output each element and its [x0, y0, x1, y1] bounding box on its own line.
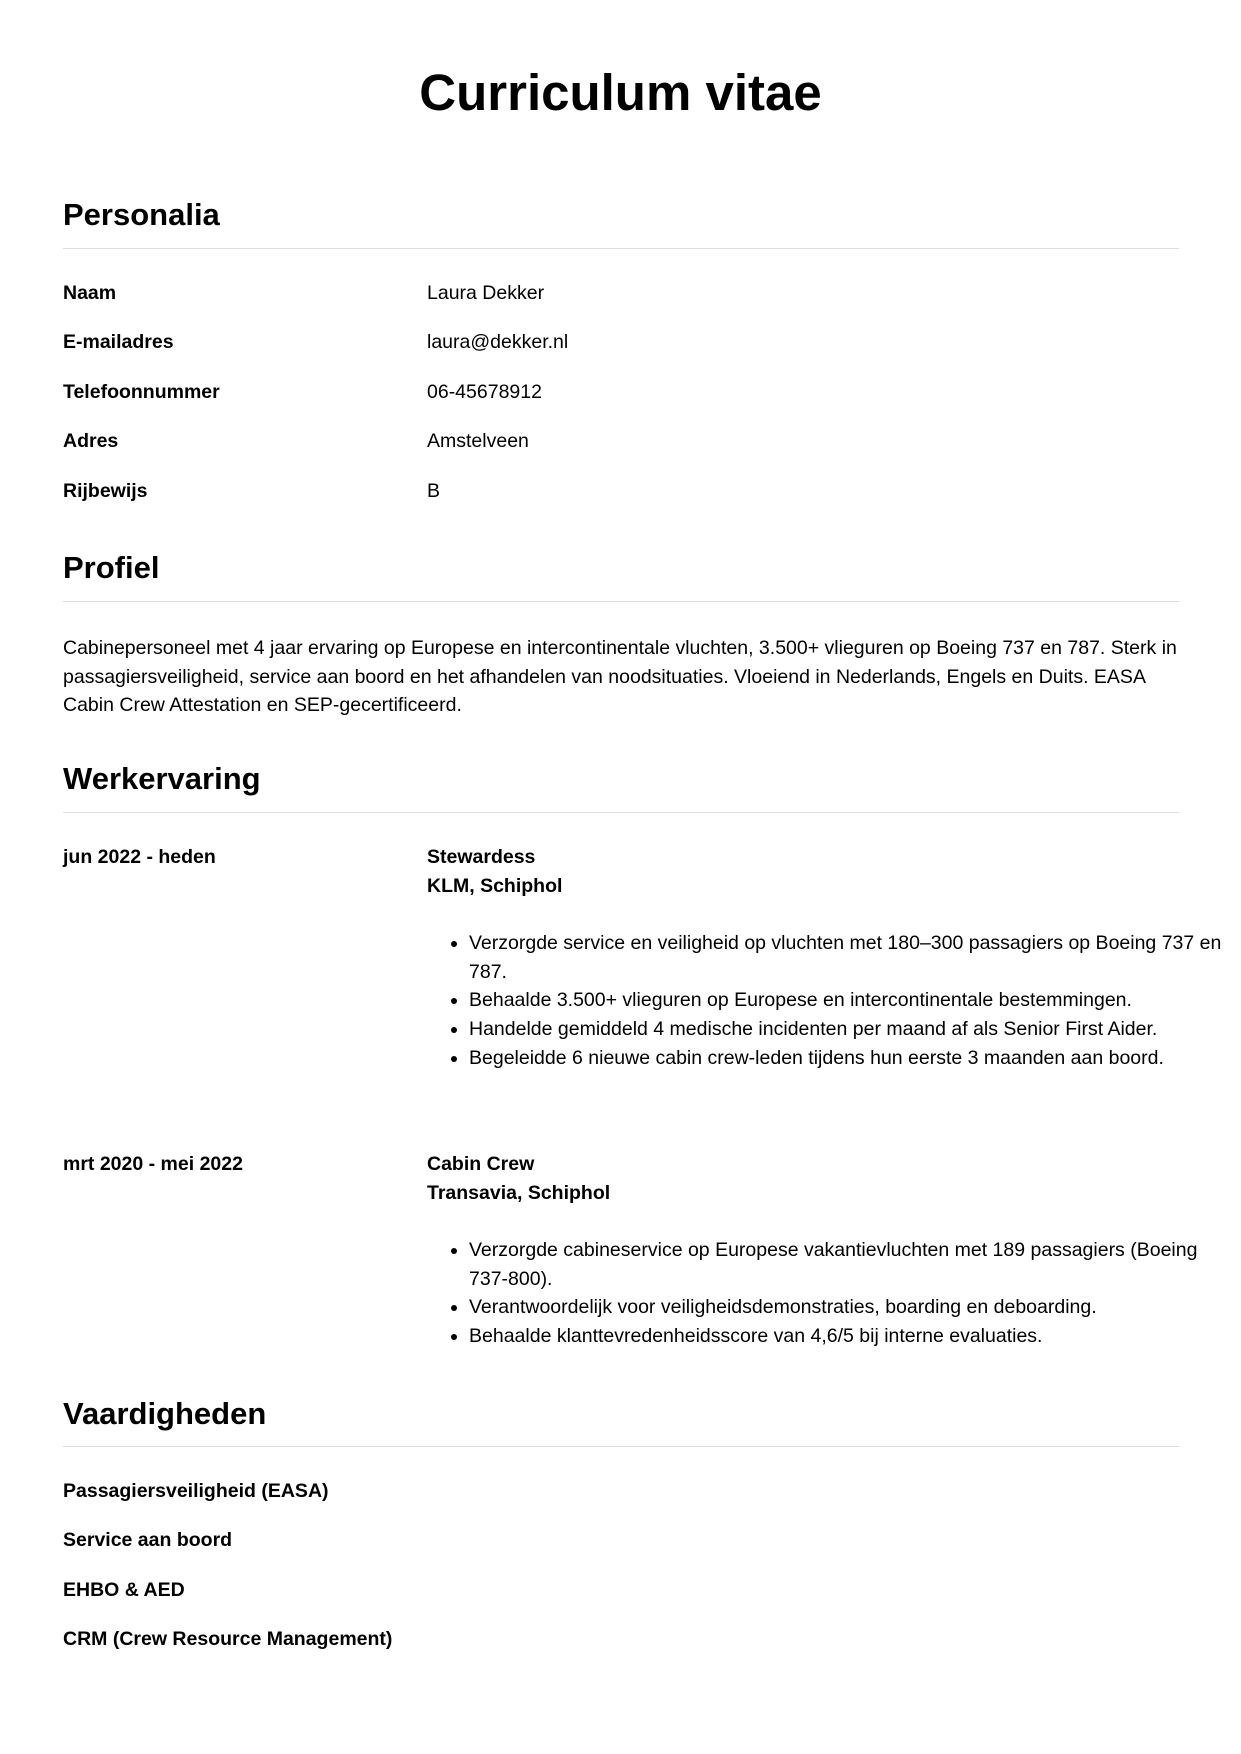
personal-value-email: laura@dekker.nl	[427, 331, 569, 353]
list-item: • Verzorgde cabineservice op Europese vakantievluchten met 189 passagiers (Boeing 737-800).	[469, 1236, 1229, 1293]
section-heading-profiel: Profiel	[63, 550, 160, 585]
list-item: • Behaalde 3.500+ vlieguren op Europese en intercontinentale bestemmingen.	[469, 986, 1229, 1015]
list-item: • Handelde gemiddeld 4 medische incidenten per maand af als Senior First Aider.	[469, 1015, 1229, 1044]
page-title: Curriculum vitae	[419, 64, 822, 121]
section-divider	[63, 601, 1179, 602]
skill-item: CRM (Crew Resource Management)	[63, 1628, 393, 1650]
section-divider	[63, 1446, 1179, 1447]
skill-item: EHBO & AED	[63, 1579, 185, 1601]
job-period: jun 2022 - heden	[63, 846, 216, 868]
section-heading-werkervaring: Werkervaring	[63, 761, 261, 796]
personal-label-phone: Telefoonnummer	[63, 381, 220, 403]
job-employer: Transavia, Schiphol	[427, 1182, 611, 1204]
personal-value-license: B	[427, 480, 441, 502]
profile-summary: Cabinepersoneel met 4 jaar ervaring op Europese en intercontinentale vluchten, 3.500+ vlieguren op Boeing 737 en 787. Sterk in passagiersveiligheid, service aan boord en het afhandelen van noodsituaties. Vloeiend in Nederlands, Engels en Duits. EASA Cabin Crew Attestation en SEP-gecertificeerd.	[63, 637, 1177, 717]
personal-label-name: Naam	[63, 282, 117, 304]
personal-value-address: Amstelveen	[427, 430, 529, 452]
personal-label-license: Rijbewijs	[63, 480, 148, 502]
personal-label-address: Adres	[63, 430, 119, 452]
job-bullets	[427, 1236, 1229, 1351]
personal-label-email: E-mailadres	[63, 331, 174, 353]
section-divider	[63, 812, 1179, 813]
personal-value-name: Laura Dekker	[427, 282, 545, 304]
skill-item: Service aan boord	[63, 1529, 233, 1551]
job-bullets	[427, 929, 1229, 1073]
section-heading-personalia: Personalia	[63, 197, 220, 232]
job-role: Stewardess	[427, 846, 536, 868]
list-item: • Behaalde klanttevredenheidsscore van 4,6/5 bij interne evaluaties.	[469, 1322, 1229, 1351]
skill-item: Passagiersveiligheid (EASA)	[63, 1480, 329, 1502]
list-item: • Begeleidde 6 nieuwe cabin crew-leden tijdens hun eerste 3 maanden aan boord.	[469, 1044, 1229, 1073]
list-item: • Verantwoordelijk voor veiligheidsdemonstraties, boarding en deboarding.	[469, 1293, 1229, 1322]
personal-value-phone: 06-45678912	[427, 381, 542, 403]
list-item: • Verzorgde service en veiligheid op vluchten met 180–300 passagiers op Boeing 737 en 787.	[469, 929, 1229, 986]
section-heading-vaardigheden: Vaardigheden	[63, 1396, 267, 1431]
job-period: mrt 2020 - mei 2022	[63, 1153, 243, 1175]
job-role: Cabin Crew	[427, 1153, 535, 1175]
job-employer: KLM, Schiphol	[427, 875, 563, 897]
section-divider	[63, 248, 1179, 249]
